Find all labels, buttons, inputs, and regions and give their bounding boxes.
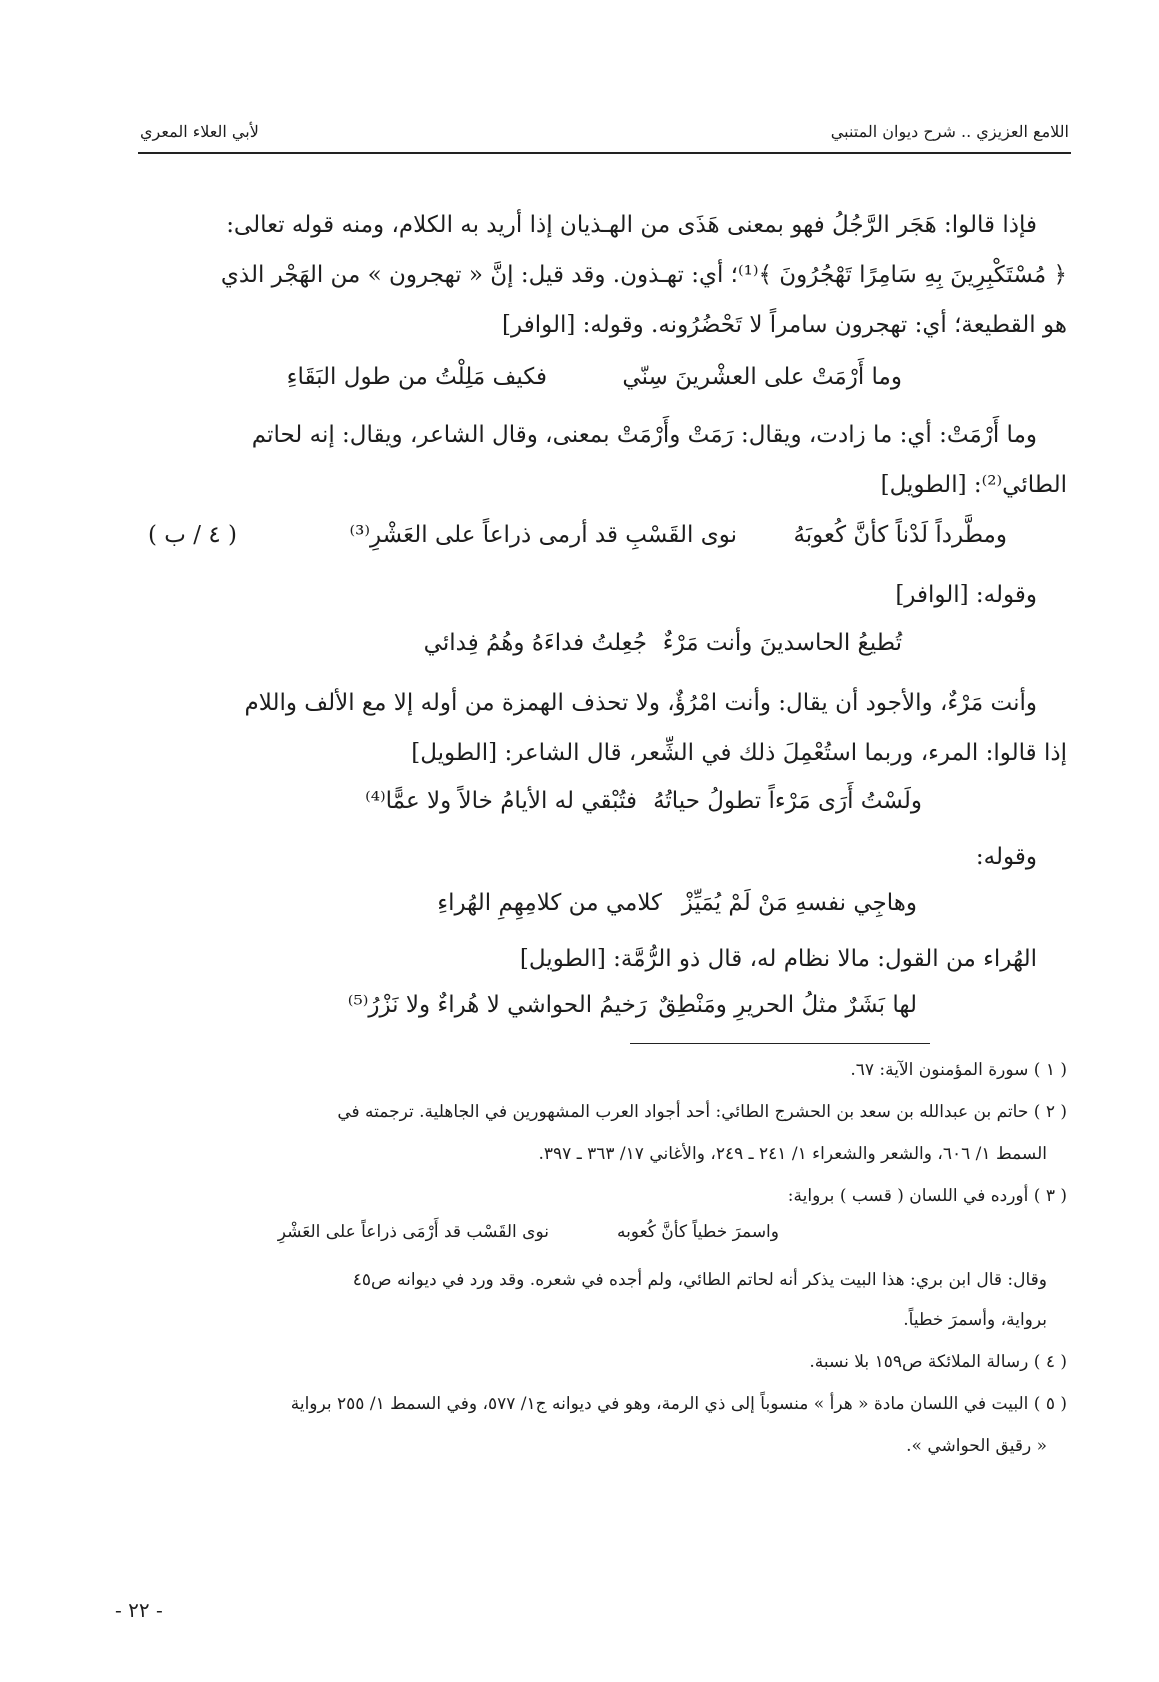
paragraph-2: ﴿ مُسْتَكْبِرِينَ بِهِ سَامِرًا تَهْجُرُونَ ﴾⁽¹⁾؛ أي: تهـذون. وقد قيل: إنَّ « تهجرون » من الهَجْر الذي: [220, 262, 1067, 288]
paragraph-9: وقوله:: [975, 844, 1037, 870]
paragraph-6: وقوله: [الوافر]: [895, 582, 1037, 608]
verse-5: [140, 890, 1067, 930]
header-book-title: اللامع العزيزي .. شرح ديوان المتنبي: [830, 122, 1069, 141]
footnote-3-verse-second-hemistich: نوى القَسْب قد أَرْمَى ذراعاً على العَشْرِ: [277, 1222, 549, 1242]
header-author: لأبي العلاء المعري: [140, 122, 259, 141]
verse-4-first-hemistich: ولَسْتُ أَرَى مَرْءاً تطولُ حياتُهُ: [653, 788, 922, 814]
footnote-5-continued: « رقيق الحواشي ».: [906, 1436, 1047, 1456]
verse-2: [140, 522, 1067, 562]
verse-3: [140, 630, 1067, 670]
verse-5-second-hemistich: كلامي من كلامِهِمِ الهُراءِ: [437, 890, 662, 916]
verse-6: [140, 992, 1067, 1032]
verse-1-first-hemistich: وما أَرْمَتْ على العشْرينَ سِنّي: [622, 364, 902, 390]
verse-3-first-hemistich: تُطيعُ الحاسدينَ وأنت مَرْءٌ: [662, 630, 902, 656]
footnote-4: ( ٤ ) رسالة الملائكة ص١٥٩ بلا نسبة.: [809, 1352, 1067, 1372]
footnote-3-continued-2: برواية، وأسمرَ خطياً.: [903, 1310, 1047, 1330]
running-header: [140, 116, 1069, 148]
verse-2-first-hemistich: ومطَّرداً لَدْناً كأنَّ كُعوبَهُ: [793, 522, 1007, 548]
paragraph-4: وما أَرْمَتْ: أي: ما زادت، ويقال: رَمَتْ وأَرْمَتْ بمعنى، وقال الشاعر، ويقال: إنه لحاتم: [251, 422, 1037, 448]
paragraph-10: الهُراء من القول: مالا نظام له، قال ذو الرُّمَّة: [الطويل]: [519, 946, 1037, 972]
footnote-1: ( ١ ) سورة المؤمنون الآية: ٦٧.: [850, 1060, 1067, 1080]
footnote-divider: [630, 1043, 930, 1044]
paragraph-3: هو القطيعة؛ أي: تهجرون سامراً لا تَحْضُرُونه. وقوله: [الوافر]: [502, 312, 1067, 338]
folio-marker: ( ٤ / ب ): [148, 522, 237, 548]
footnote-3-continued: وقال: قال ابن بري: هذا البيت يذكر أنه لحاتم الطائي، ولم أجده في شعره. وقد ورد في ديوانه ص٤٥: [352, 1270, 1047, 1290]
verse-6-second-hemistich: رَخيمُ الحواشي لا هُراءٌ ولا نَزْرُ⁽⁵⁾: [347, 992, 647, 1018]
verse-1: [140, 364, 1067, 404]
verse-1-second-hemistich: فكيف مَلِلْتُ من طول البَقَاءِ: [286, 364, 547, 390]
header-divider: [138, 152, 1071, 154]
verse-6-first-hemistich: لها بَشَرٌ مثلُ الحريرِ ومَنْطِقٌ: [658, 992, 917, 1018]
verse-5-first-hemistich: وهاجِي نفسهِ مَنْ لَمْ يُمَيِّزْ: [681, 890, 917, 916]
footnote-5: ( ٥ ) البيت في اللسان مادة « هرأ » منسوباً إلى ذي الرمة، وهو في ديوانه ج١/ ٥٧٧، وفي السمط ١/ ٢٥٥ برواية: [290, 1394, 1067, 1414]
verse-3-second-hemistich: جُعِلتُ فداءَهُ وهُمُ فِدائي: [423, 630, 647, 656]
verse-4-second-hemistich: فتُبْقي له الأيامُ خالاً ولا عمًّا⁽⁴⁾: [365, 788, 637, 814]
verse-2-second-hemistich: نوى القَسْبِ قد أرمى ذراعاً على العَشْرِ⁽³⁾: [349, 522, 737, 548]
paragraph-5: الطائي⁽²⁾: [الطويل]: [880, 472, 1067, 498]
page-number: - ٢٢ -: [115, 1598, 163, 1622]
footnote-3: ( ٣ ) أورده في اللسان ( قسب ) برواية:: [787, 1186, 1067, 1206]
footnote-2-continued: السمط ١/ ٦٠٦، والشعر والشعراء ١/ ٢٤١ ـ ٢٤٩، والأغاني ١٧/ ٣٦٣ ـ ٣٩٧.: [538, 1144, 1047, 1164]
footnote-3-verse-first-hemistich: واسمرَ خطياً كأنَّ كُعوبه: [616, 1222, 779, 1242]
paragraph-1: فإذا قالوا: هَجَر الرَّجُلُ فهو بمعنى هَذَى من الهـذيان إذا أريد به الكلام، ومنه قوله تعالى:: [226, 212, 1037, 238]
verse-4: [140, 788, 1067, 828]
footnote-2: ( ٢ ) حاتم بن عبدالله بن سعد بن الحشرج الطائي: أحد أجواد العرب المشهورين في الجاهلية. ترجمته في: [337, 1102, 1067, 1122]
paragraph-8: إذا قالوا: المرء، وربما استُعْمِلَ ذلك في الشِّعر، قال الشاعر: [الطويل]: [411, 740, 1067, 766]
paragraph-7: وأنت مَرْءٌ، والأجود أن يقال: وأنت امْرُؤٌ، ولا تحذف الهمزة من أوله إلا مع الألف واللام: [244, 690, 1037, 716]
